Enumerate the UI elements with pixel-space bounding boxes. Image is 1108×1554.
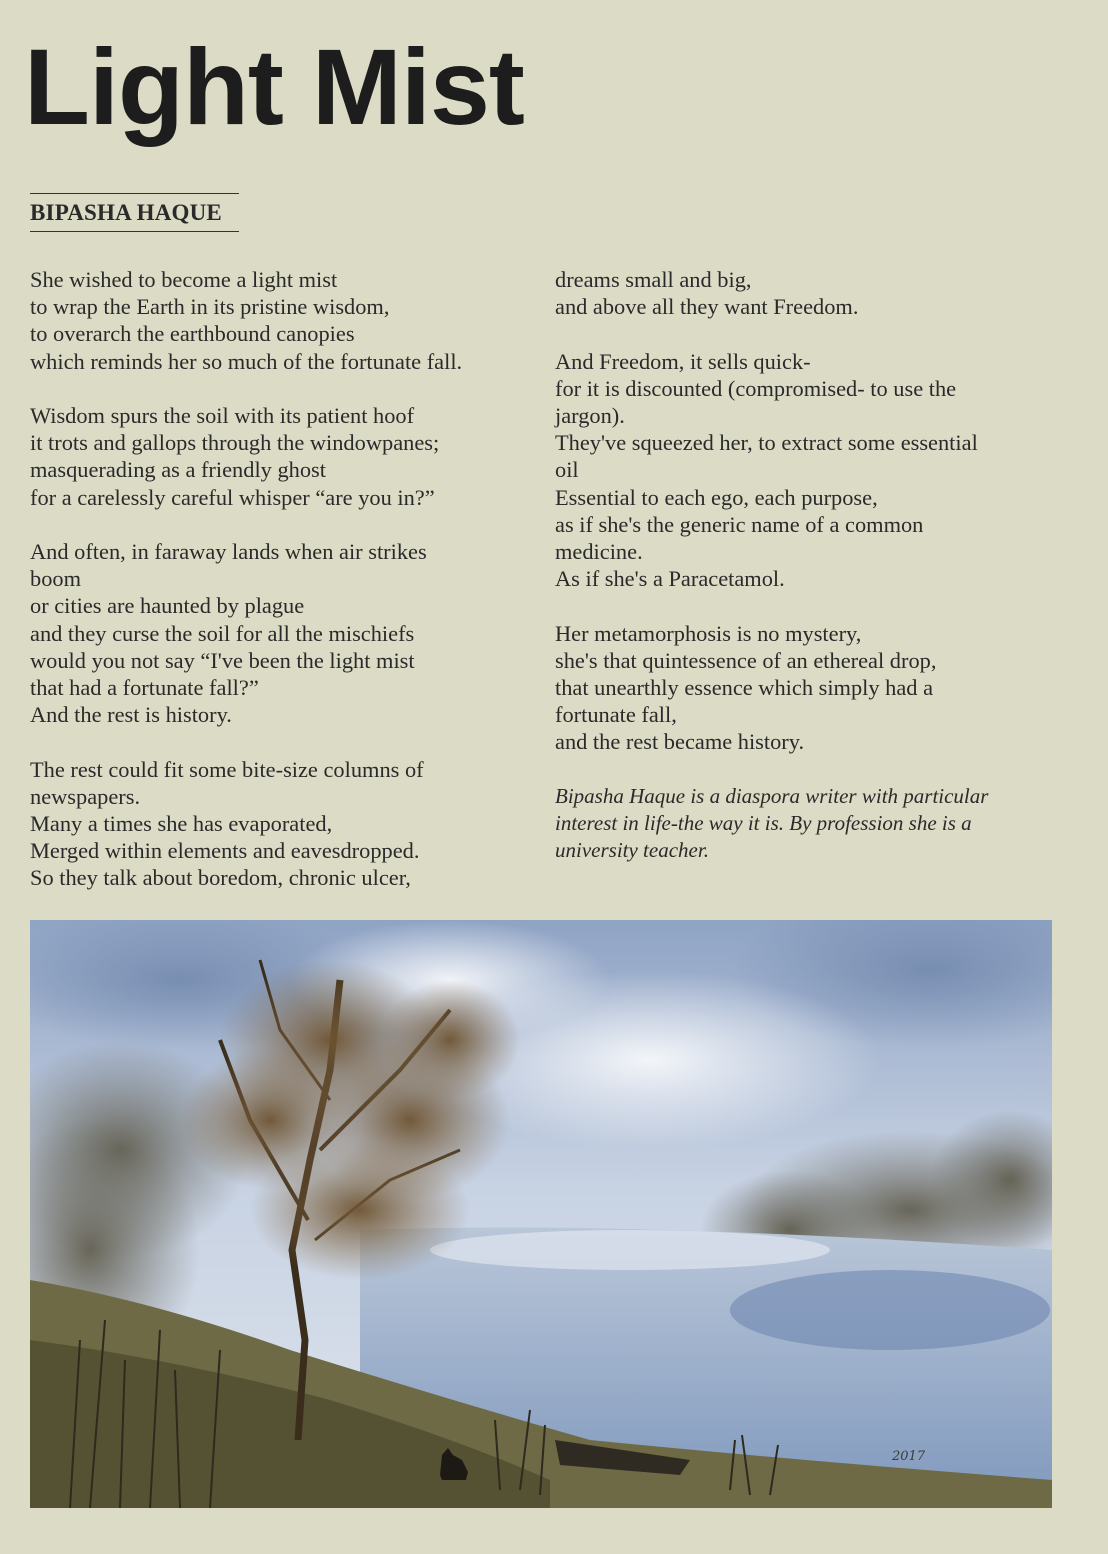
poem-line: and above all they want Freedom.	[555, 294, 859, 320]
poem-line: newspapers.	[30, 783, 141, 809]
watercolor-painting	[30, 920, 1052, 1508]
poem-line: And the rest is history.	[30, 702, 232, 728]
poem-line: fortunate fall,	[555, 702, 677, 728]
author-name: BIPASHA HAQUE	[30, 200, 222, 225]
poem-line: masquerading as a friendly ghost	[30, 457, 326, 483]
poem-line: which reminds her so much of the fortunate fall.	[30, 348, 463, 374]
poem-line: boom	[30, 566, 82, 592]
poem-line: or cities are haunted by plague	[30, 593, 305, 619]
poem-line: and they curse the soil for all the mischiefs	[30, 620, 415, 646]
stanza	[555, 266, 1055, 320]
poem-line: Her metamorphosis is no mystery,	[555, 620, 862, 646]
poem-line: Wisdom spurs the soil with its patient hoof	[30, 403, 415, 428]
stanza	[555, 348, 1055, 593]
poem-line: for a carelessly careful whisper “are you in?”	[30, 484, 435, 510]
poem-line: jargon).	[555, 403, 625, 428]
poem-line: She wished to become a light mist	[30, 267, 338, 292]
poem-line: to wrap the Earth in its pristine wisdom,	[30, 294, 390, 320]
poem-line: would you not say “I've been the light mist	[30, 647, 415, 673]
poem-line: that had a fortunate fall?”	[30, 675, 259, 701]
poem-line: to overarch the earthbound canopies	[30, 321, 355, 347]
bio-line: university teacher.	[555, 837, 709, 862]
poem-right-column	[555, 266, 1055, 891]
poem-line: dreams small and big,	[555, 267, 752, 292]
poem-line: As if she's a Paracetamol.	[555, 566, 785, 592]
article-title: Light Mist	[24, 26, 524, 147]
poem-line: Many a times she has evaporated,	[30, 811, 333, 837]
byline-box	[30, 193, 239, 232]
poem-line: it trots and gallops through the windowpanes;	[30, 430, 440, 456]
author-bio	[555, 783, 1055, 864]
poem-line: Essential to each ego, each purpose,	[555, 484, 878, 510]
stanza	[555, 620, 1055, 756]
poem-line: And often, in faraway lands when air strikes	[30, 539, 427, 564]
poem-line: as if she's the generic name of a common	[555, 511, 924, 537]
poem-line: she's that quintessence of an ethereal drop,	[555, 647, 937, 673]
poem-line: for it is discounted (compromised- to use the	[555, 375, 957, 401]
poem-line: that unearthly essence which simply had a	[555, 675, 934, 701]
poem-left-column	[30, 266, 540, 919]
poem-line: So they talk about boredom, chronic ulcer,	[30, 865, 411, 891]
stanza	[30, 402, 540, 511]
bio-line: interest in life-the way it is. By profession she is a	[555, 810, 972, 835]
poem-line: And Freedom, it sells quick-	[555, 348, 811, 374]
poem-line: and the rest became history.	[555, 729, 805, 755]
bio-line: Bipasha Haque is a diaspora writer with particular	[555, 783, 989, 808]
poem-line: oil	[555, 457, 579, 483]
poem-line: medicine.	[555, 539, 643, 565]
poem-line: They've squeezed her, to extract some essential	[555, 430, 978, 456]
stanza	[30, 538, 540, 728]
stanza	[30, 266, 540, 375]
poem-line: The rest could fit some bite-size columns of	[30, 756, 424, 782]
poem-line: Merged within elements and eavesdropped.	[30, 838, 420, 864]
stanza	[30, 756, 540, 892]
artist-signature: 2017	[892, 1449, 926, 1464]
